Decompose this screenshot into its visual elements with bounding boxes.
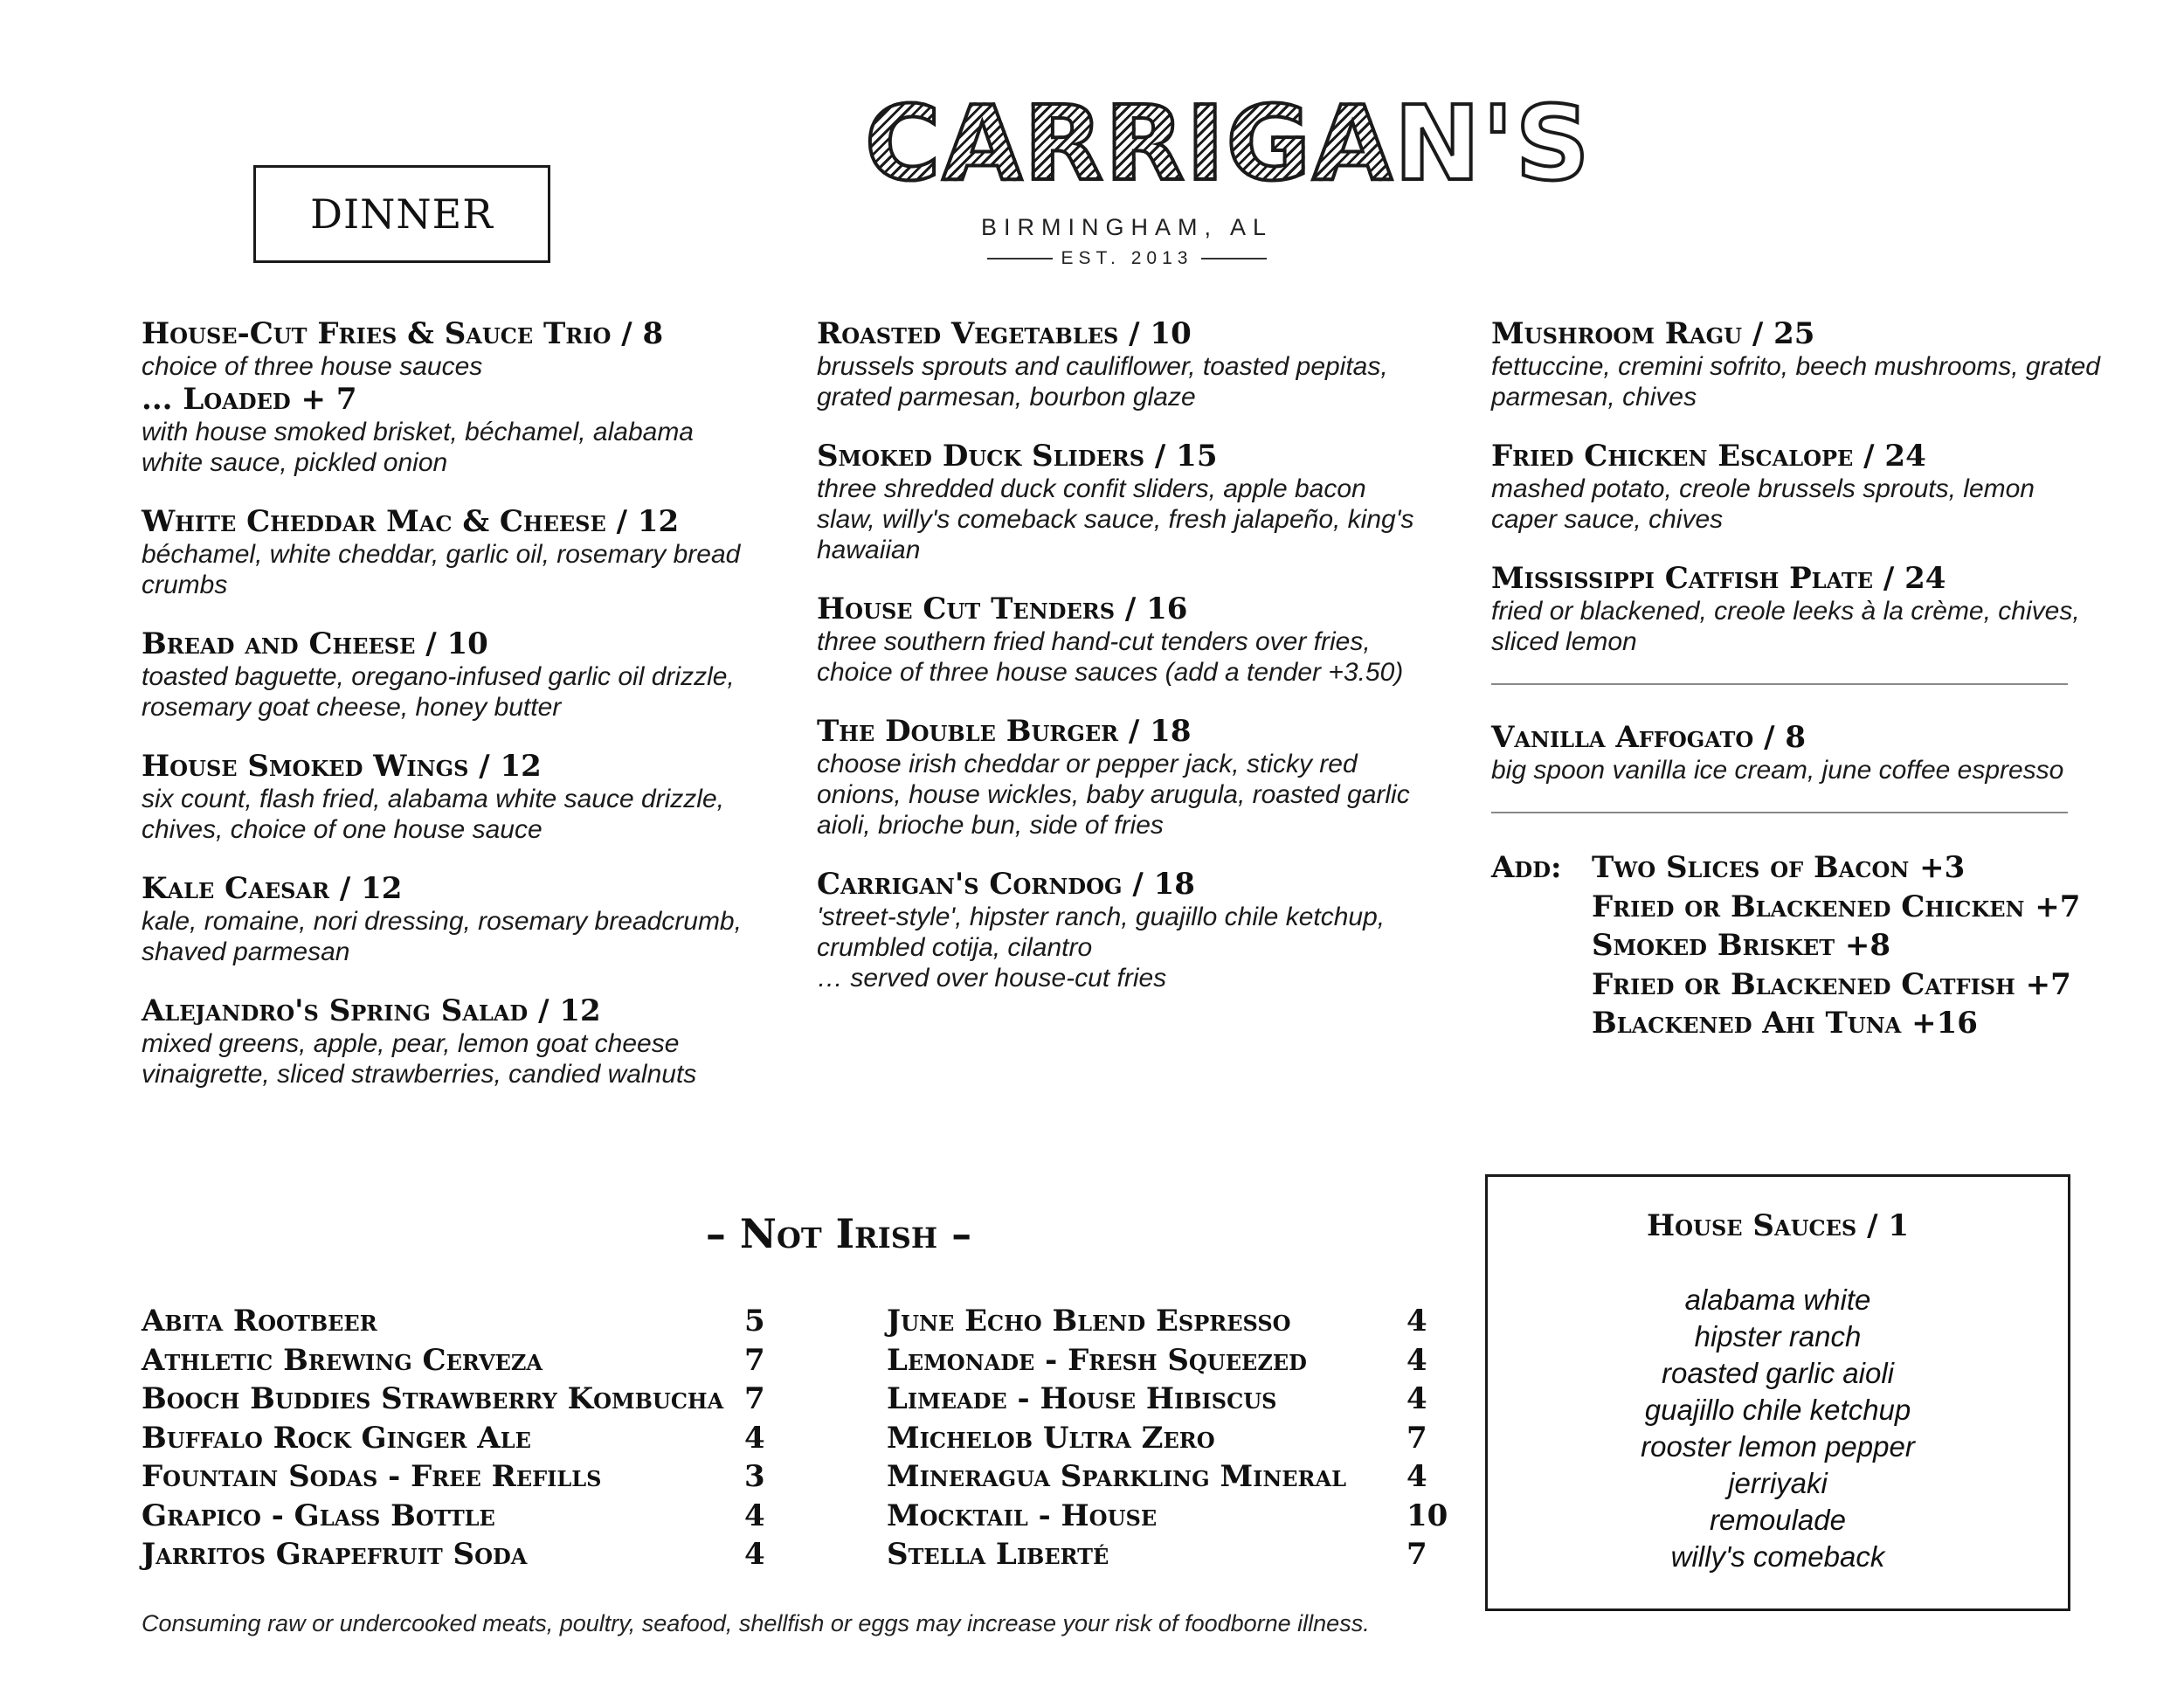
section-label: DINNER <box>310 190 494 238</box>
drink-row <box>142 1341 765 1380</box>
item-description: fettuccine, cremini sofrito, beech mushrooms, grated parmesan, chives <box>1491 352 2100 412</box>
house-sauces-box <box>1485 1174 2070 1611</box>
food-safety-disclaimer: Consuming raw or undercooked meats, poultry, seafood, shellfish or eggs may increase your risk of foodborne illness. <box>142 1610 1370 1636</box>
menu-item <box>142 316 753 478</box>
drink-row <box>142 1302 765 1341</box>
drink-price: 7 <box>744 1342 765 1378</box>
drink-row <box>887 1419 1448 1458</box>
item-description: choice of three house sauces <box>142 352 483 381</box>
menu-item <box>142 871 753 967</box>
dinner-label-box <box>253 165 550 263</box>
drink-price: 3 <box>744 1459 765 1495</box>
item-title: House Smoked Wings / 12 <box>142 749 542 784</box>
brand-name: CARRIGAN'S <box>865 83 1592 204</box>
menu-item <box>817 867 1428 993</box>
item-description: big spoon vanilla ice cream, june coffee espresso <box>1491 756 2064 785</box>
drink-price: 4 <box>1406 1342 1427 1378</box>
divider <box>1491 812 2068 813</box>
item-note: … served over house-cut fries <box>817 964 1167 993</box>
menu-item <box>817 591 1428 688</box>
rule-left <box>987 258 1053 259</box>
drink-price: 7 <box>1406 1420 1427 1456</box>
drink-row <box>142 1497 765 1536</box>
drink-row <box>142 1535 765 1574</box>
drink-name: Athletic Brewing Cerveza <box>142 1342 543 1378</box>
brand-established <box>865 248 1389 269</box>
drink-price: 4 <box>744 1420 765 1456</box>
menu-column-1 <box>142 316 753 1116</box>
item-title: Fried Chicken Escalope / 24 <box>1491 439 1926 474</box>
item-description: kale, romaine, nori dressing, rosemary breadcrumb, shaved parmesan <box>142 907 742 966</box>
house-sauces-list <box>1488 1282 2068 1575</box>
drink-row <box>142 1457 765 1497</box>
menu-item <box>817 439 1428 565</box>
drink-name: Fountain Sodas - Free Refills <box>142 1459 602 1495</box>
drinks-right-column <box>887 1302 1448 1574</box>
menu-item <box>1491 561 2103 657</box>
item-sub-description: with house smoked brisket, béchamel, alabama white sauce, pickled onion <box>142 418 694 477</box>
drink-price: 4 <box>1406 1304 1427 1339</box>
item-title: Mushroom Ragu / 25 <box>1491 316 1815 351</box>
drink-name: Buffalo Rock Ginger Ale <box>142 1420 531 1456</box>
drink-row <box>887 1302 1448 1341</box>
drink-price: 5 <box>744 1304 765 1339</box>
drink-row <box>887 1380 1448 1419</box>
drink-name: Abita Rootbeer <box>142 1304 377 1339</box>
addons-label: Add: <box>1491 850 1562 885</box>
addons-list <box>1592 848 2080 1043</box>
menu-item <box>142 504 753 600</box>
sauce-item: guajillo chile ketchup <box>1644 1394 1911 1426</box>
menu-column-2 <box>817 316 1428 1020</box>
house-sauces-title: House Sauces / 1 <box>1646 1208 1909 1243</box>
drink-row <box>887 1457 1448 1497</box>
drink-name: Grapico - Glass Bottle <box>142 1498 495 1533</box>
item-description: choose irish cheddar or pepper jack, sticky red onions, house wickles, baby arugula, roasted garlic aioli, brioche bun, side of fries <box>817 750 1410 840</box>
item-description: mashed potato, creole brussels sprouts, lemon caper sauce, chives <box>1491 474 2035 534</box>
addon-item: Fried or Blackened Catfish +7 <box>1592 966 2071 1002</box>
drink-name: Jarritos Grapefruit Soda <box>142 1537 528 1573</box>
drink-price: 7 <box>1406 1537 1427 1573</box>
drink-name: Mineragua Sparkling Mineral <box>887 1459 1346 1495</box>
addon-item: Smoked Brisket +8 <box>1592 928 1891 963</box>
item-title: Alejandro's Spring Salad / 12 <box>142 993 601 1028</box>
menu-item <box>1491 316 2103 412</box>
drink-row <box>887 1497 1448 1536</box>
item-title: White Cheddar Mac & Cheese / 12 <box>142 504 680 539</box>
drink-name: Stella Liberté <box>887 1537 1109 1573</box>
rule-right <box>1201 258 1267 259</box>
item-description: six count, flash fried, alabama white sauce drizzle, chives, choice of one house sauce <box>142 785 724 844</box>
menu-item <box>142 749 753 845</box>
sauce-item: jerriyaki <box>1728 1467 1828 1499</box>
drink-row <box>142 1380 765 1419</box>
item-title: House-Cut Fries & Sauce Trio / 8 <box>142 316 664 351</box>
drink-price: 4 <box>744 1498 765 1533</box>
item-title: House Cut Tenders / 16 <box>817 591 1188 626</box>
dessert-item <box>1491 720 2103 785</box>
item-description: brussels sprouts and cauliflower, toasted pepitas, grated parmesan, bourbon glaze <box>817 352 1388 412</box>
drink-row <box>887 1535 1448 1574</box>
item-description: béchamel, white cheddar, garlic oil, rosemary bread crumbs <box>142 540 741 599</box>
item-title: Roasted Vegetables / 10 <box>817 316 1192 351</box>
item-description: toasted baguette, oregano-infused garlic oil drizzle, rosemary goat cheese, honey butter <box>142 662 735 722</box>
item-title: Mississippi Catfish Plate / 24 <box>1491 561 1946 596</box>
item-title: Vanilla Affogato / 8 <box>1491 720 1807 755</box>
addon-item: Blackened Ahi Tuna +16 <box>1592 1006 1978 1041</box>
sauce-item: hipster ranch <box>1694 1320 1862 1352</box>
addon-item: Fried or Blackened Chicken +7 <box>1592 889 2081 924</box>
drink-row <box>887 1341 1448 1380</box>
drink-name: Limeade - House Hibiscus <box>887 1381 1277 1417</box>
item-title: Smoked Duck Sliders / 15 <box>817 439 1218 474</box>
menu-column-3 <box>1491 316 2103 1043</box>
brand-logo <box>865 83 1592 269</box>
drink-price: 4 <box>744 1537 765 1573</box>
drink-name: Lemonade - Fresh Squeezed <box>887 1342 1307 1378</box>
menu-item <box>142 993 753 1090</box>
sauce-item: willy's comeback <box>1670 1540 1885 1573</box>
established-text: EST. 2013 <box>1061 248 1193 268</box>
brand-city: BIRMINGHAM, AL <box>980 214 1274 240</box>
sauce-item: alabama white <box>1684 1283 1871 1316</box>
menu-item <box>142 626 753 723</box>
drink-price: 4 <box>1406 1381 1427 1417</box>
drink-name: June Echo Blend Espresso <box>887 1304 1291 1339</box>
sauce-item: rooster lemon pepper <box>1641 1430 1915 1463</box>
item-description: fried or blackened, creole leeks à la crème, chives, sliced lemon <box>1491 597 2080 656</box>
drink-price: 4 <box>1406 1459 1427 1495</box>
drinks-left-column <box>142 1302 765 1574</box>
item-title: The Double Burger / 18 <box>817 714 1192 749</box>
item-description: three shredded duck confit sliders, apple bacon slaw, willy's comeback sauce, fresh jalapeño, king's hawaiian <box>817 474 1414 564</box>
drink-name: Booch Buddies Strawberry Kombucha <box>142 1381 724 1417</box>
menu-item <box>817 714 1428 841</box>
addons <box>1491 848 2103 1043</box>
drink-price: 7 <box>744 1381 765 1417</box>
item-description: mixed greens, apple, pear, lemon goat cheese vinaigrette, sliced strawberries, candied walnuts <box>142 1029 697 1089</box>
drink-row <box>142 1419 765 1458</box>
sauce-item: remoulade <box>1710 1504 1846 1536</box>
not-irish-heading: – Not Irish – <box>705 1210 972 1257</box>
divider <box>1491 683 2068 685</box>
menu-item <box>817 316 1428 412</box>
item-title: Bread and Cheese / 10 <box>142 626 488 661</box>
addon-item: Two Slices of Bacon +3 <box>1592 850 1966 885</box>
menu-item <box>1491 439 2103 535</box>
item-title: Carrigan's Corndog / 18 <box>817 867 1195 902</box>
drink-name: Michelob Ultra Zero <box>887 1420 1215 1456</box>
drink-price: 10 <box>1406 1498 1448 1533</box>
drink-name: Mocktail - House <box>887 1498 1158 1533</box>
item-description: 'street-style', hipster ranch, guajillo chile ketchup, crumbled cotija, cilantro <box>817 903 1386 962</box>
sauce-item: roasted garlic aioli <box>1662 1357 1894 1389</box>
item-title: Kale Caesar / 12 <box>142 871 403 906</box>
item-description: three southern fried hand-cut tenders over fries, choice of three house sauces (add a tender +3.50) <box>817 627 1404 687</box>
item-subtitle: ... Loaded + 7 <box>142 382 357 417</box>
